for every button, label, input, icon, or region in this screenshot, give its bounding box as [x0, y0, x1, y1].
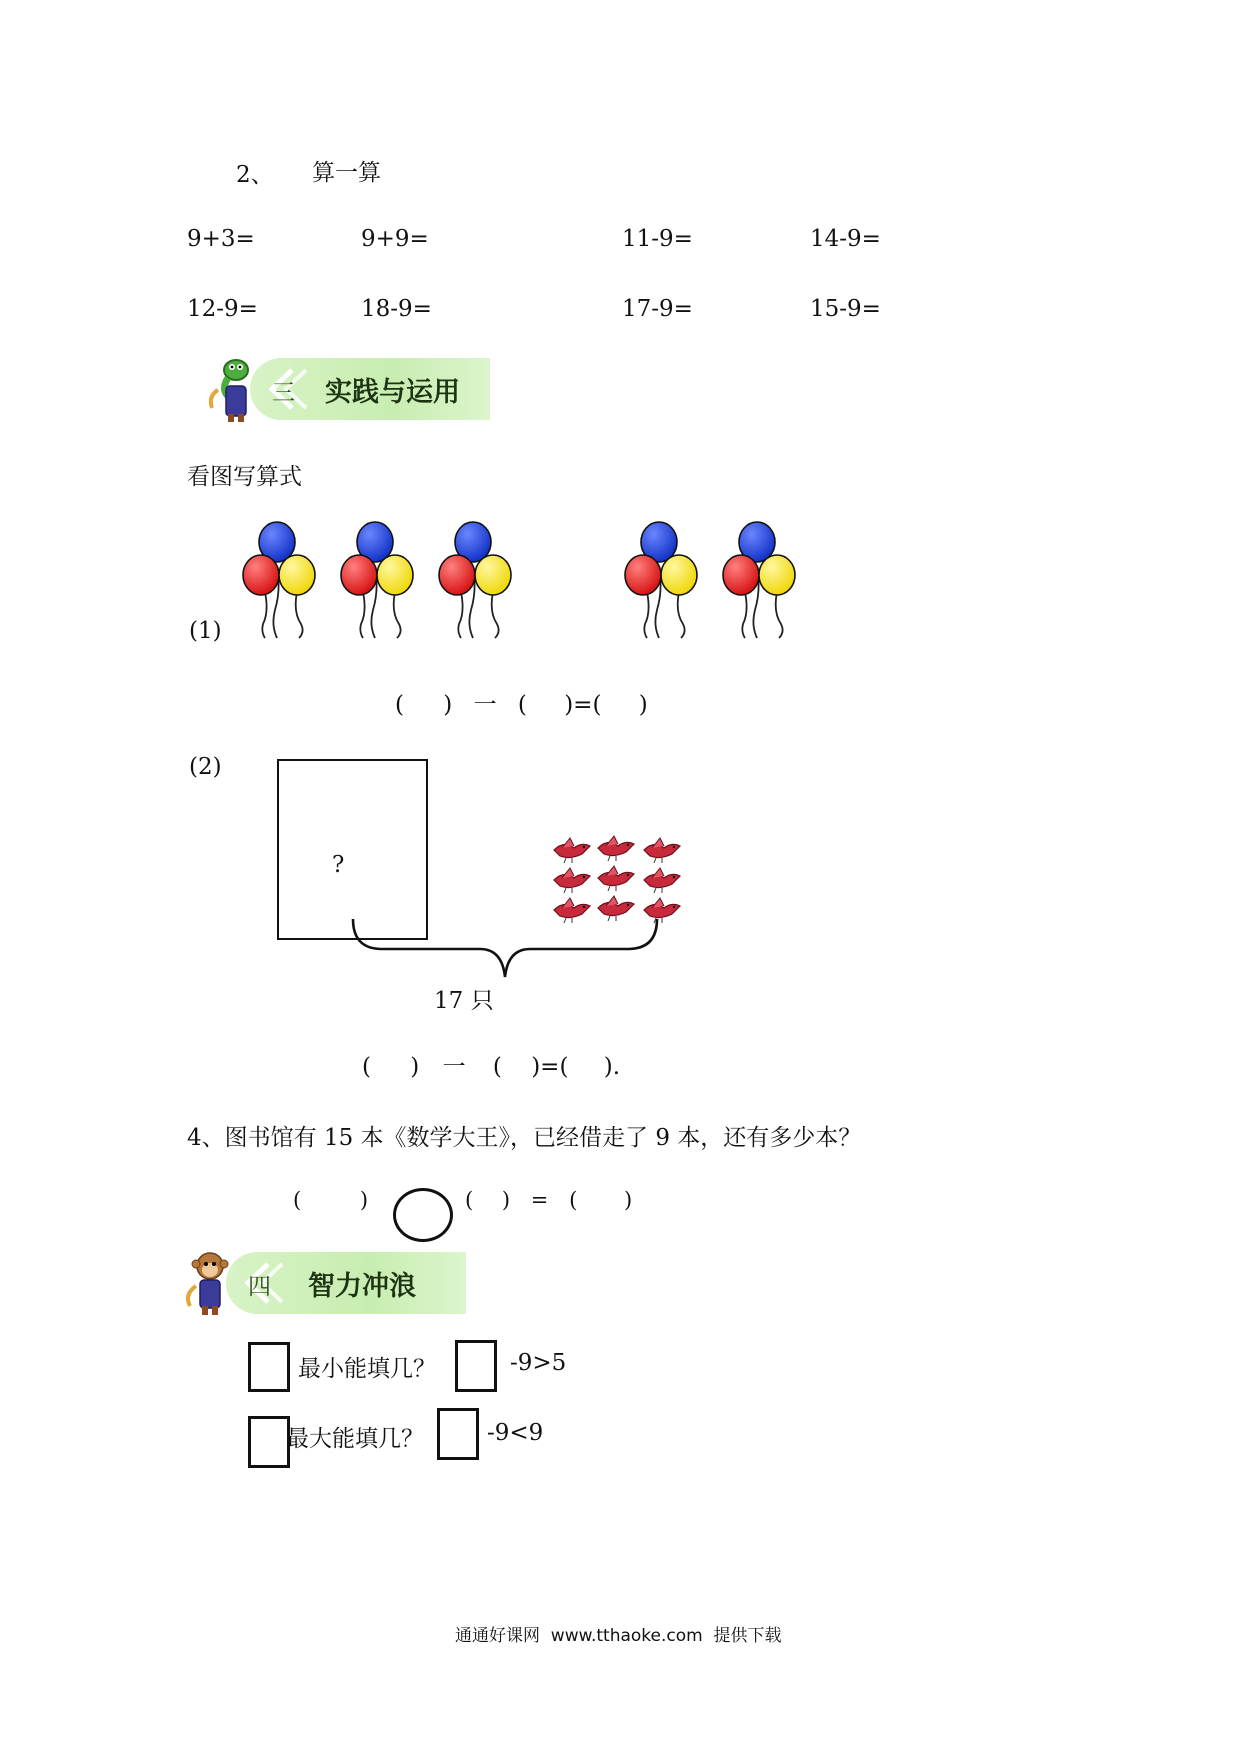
question-mark: ? [332, 852, 345, 878]
answer-box-2[interactable] [455, 1340, 497, 1392]
q2-paren-close-3: ). [603, 1054, 621, 1080]
q4-paren-close-1: ) [359, 1188, 369, 1212]
instruction-heading: 看图写算式 [187, 464, 302, 490]
section4-title: 智力冲浪 [308, 1271, 416, 1302]
section2-heading-number: 2、 [236, 162, 274, 188]
problem-15-minus-9: 15-9= [810, 296, 881, 322]
section3-number: 三 [272, 380, 295, 406]
problem-9-plus-9: 9+9= [361, 226, 429, 252]
section3-banner [250, 358, 490, 420]
q4-paren-open-1: ( [293, 1188, 302, 1212]
q1-paren-open-2: ( [517, 692, 527, 718]
q1-paren-close-3: ) [638, 692, 648, 718]
q2-minus-sign: 一 [442, 1054, 466, 1080]
problem-18-minus-9: 18-9= [361, 296, 432, 322]
q4-paren-open-2: ( [465, 1188, 474, 1212]
section2-heading-text: 算一算 [312, 160, 381, 186]
question-4-text: 4、图书馆有 15 本《数学大王》，已经借走了 9 本，还有多少本？ [187, 1125, 862, 1151]
cartoon-monkey-mascot-icon [182, 1250, 232, 1318]
q1-equation [395, 686, 648, 719]
q1-paren-open-1: ( [395, 692, 404, 718]
brain-line1-expression: -9>5 [510, 1350, 567, 1376]
brain-line1-text: 最小能填几？ [298, 1356, 436, 1382]
brain-line2-text: 最大能填几？ [286, 1426, 424, 1452]
brace-icon [350, 915, 660, 980]
q4-paren-close-2: ) [501, 1188, 511, 1212]
q4-operator-circle[interactable] [393, 1188, 453, 1242]
cartoon-snake-mascot-icon [206, 356, 256, 424]
q1-minus-sign: 一 [473, 692, 497, 718]
question-2-label: (2) [189, 754, 222, 780]
balloon-bunch-3 [439, 522, 511, 638]
problem-14-minus-9: 14-9= [810, 226, 881, 252]
total-17-label: 17 只 [434, 988, 494, 1014]
balloon-bunch-4 [625, 522, 697, 638]
answer-box-3[interactable] [248, 1416, 290, 1468]
section4-number: 四 [248, 1274, 271, 1300]
balloon-illustration [235, 520, 825, 640]
answer-box-1[interactable] [248, 1342, 290, 1392]
q4-equation-right [465, 1188, 632, 1212]
balloon-bunch-1 [243, 522, 315, 638]
q4-equation [293, 1188, 368, 1212]
q4-paren-open-3: ( [569, 1188, 578, 1212]
problem-9-plus-3: 9+3= [187, 226, 255, 252]
q2-paren-open-1: ( [362, 1054, 371, 1080]
q4-equals: = [530, 1188, 549, 1212]
balloon-bunch-2 [341, 522, 413, 638]
footer-source: 通通好课网 www.tthaoke.com 提供下载 [455, 1626, 782, 1646]
problem-12-minus-9: 12-9= [187, 296, 258, 322]
problem-17-minus-9: 17-9= [622, 296, 693, 322]
q2-paren-open-2: ( [492, 1054, 502, 1080]
q2-paren-close-1: ) [410, 1054, 420, 1080]
q2-equation [362, 1048, 620, 1081]
question-1-label: (1) [189, 618, 222, 644]
q4-paren-close-3: ) [623, 1188, 633, 1212]
q2-equals: )=( [531, 1054, 569, 1080]
hidden-group-box [277, 759, 428, 940]
problem-11-minus-9: 11-9= [622, 226, 693, 252]
birds-illustration [550, 832, 690, 928]
q1-paren-close-1: ) [443, 692, 453, 718]
section4-banner [226, 1252, 466, 1314]
q1-equals: )=( [564, 692, 602, 718]
section3-title: 实践与运用 [325, 377, 460, 408]
balloon-bunch-5 [723, 522, 795, 638]
answer-box-4[interactable] [437, 1408, 479, 1460]
brain-line2-expression: -9<9 [487, 1420, 544, 1446]
